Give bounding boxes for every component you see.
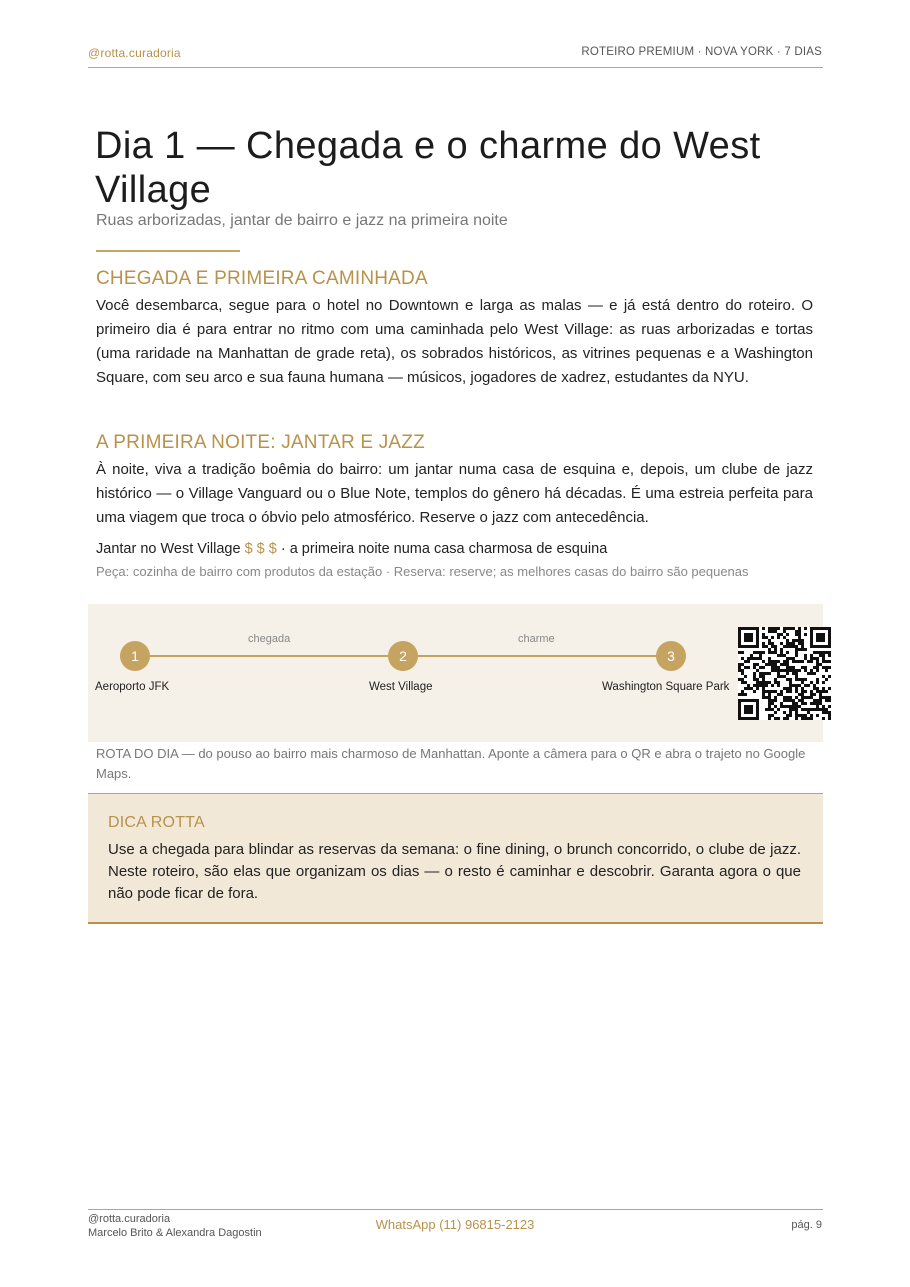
footer-handle: @rotta.curadoria [88,1213,171,1225]
route-stop-label: Aeroporto JFK [95,681,170,693]
header-doc-label: ROTEIRO PREMIUM · NOVA YORK · 7 DIAS [581,46,822,58]
tip-box [88,793,823,924]
section-heading-arrival: CHEGADA E PRIMEIRA CAMINHADA [96,268,428,289]
qr-code-graphic [738,627,831,720]
header-divider [88,67,823,68]
dining-note: Peça: cozinha de bairro com produtos da estação · Reserva: reserve; as melhores casas do bairro são pequenas [96,564,749,579]
dining-description: · a primeira noite numa casa charmosa de esquina [280,541,608,557]
page-number: pág. 9 [791,1219,822,1231]
segment-label: chegada [248,633,291,645]
route-stop-marker: 1 [120,641,150,671]
header-handle: @rotta.curadoria [88,46,181,60]
route-stop-marker: 3 [656,641,686,671]
route-stop-label: Washington Square Park [602,681,730,693]
section-body-night: À noite, viva a tradição boêmia do bairro: um jantar numa casa de esquina e, depois, um clube de jazz histórico — o Village Vanguard ou o Blue Note, templos do gênero há décadas. É uma estreia perfeita para uma viagem que troca o óbvio pelo atmosférico. Reserve o jazz com antecedência. [96,461,813,526]
tip-body: Use a chegada para blindar as reservas da semana: o fine dining, o brunch concorrido, o clube de jazz. Neste roteiro, são elas que organizam os dias — o resto é caminhar e descobrir. Garanta agora o que não pode ficar de fora. [108,841,801,902]
title-underline [96,250,240,252]
route-caption: ROTA DO DIA — do pouso ao bairro mais charmoso de Manhattan. Aponte a câmera para o QR e abra o trajeto no Google Maps. [96,746,806,781]
section-body-arrival: Você desembarca, segue para o hotel no Downtown e larga as malas — e já está dentro do roteiro. O primeiro dia é para entrar no ritmo com uma caminhada pelo West Village: as ruas arborizadas e tortas (uma raridade na Manhattan de grade reta), os sobrados históricos, as vitrines pequenas e a Washington Square, com seu arco e sua fauna humana — músicos, jogadores de xadrez, estudantes da NYU. [96,297,813,386]
route-stop-marker: 2 [388,641,418,671]
page-subtitle: Ruas arborizadas, jantar de bairro e jazz na primeira noite [96,212,508,229]
page-title: Dia 1 — Chegada e o charme do West Village [95,125,761,211]
dining-name: Jantar no West Village [96,541,241,557]
tip-heading: DICA ROTTA [108,814,205,831]
qr-code-icon[interactable] [738,627,831,720]
section-heading-night: A PRIMEIRA NOITE: JANTAR E JAZZ [96,432,425,453]
whatsapp-contact[interactable]: WhatsApp (11) 96815-2123 [375,1217,535,1232]
price-level: $ $ $ [244,541,277,557]
footer-divider [88,1209,823,1210]
route-map [88,604,823,742]
segment-label: charme [518,633,555,645]
dining-recommendation [96,541,607,557]
footer-authors: Marcelo Brito & Alexandra Dagostin [88,1227,262,1239]
route-stop-label: West Village [369,681,433,693]
